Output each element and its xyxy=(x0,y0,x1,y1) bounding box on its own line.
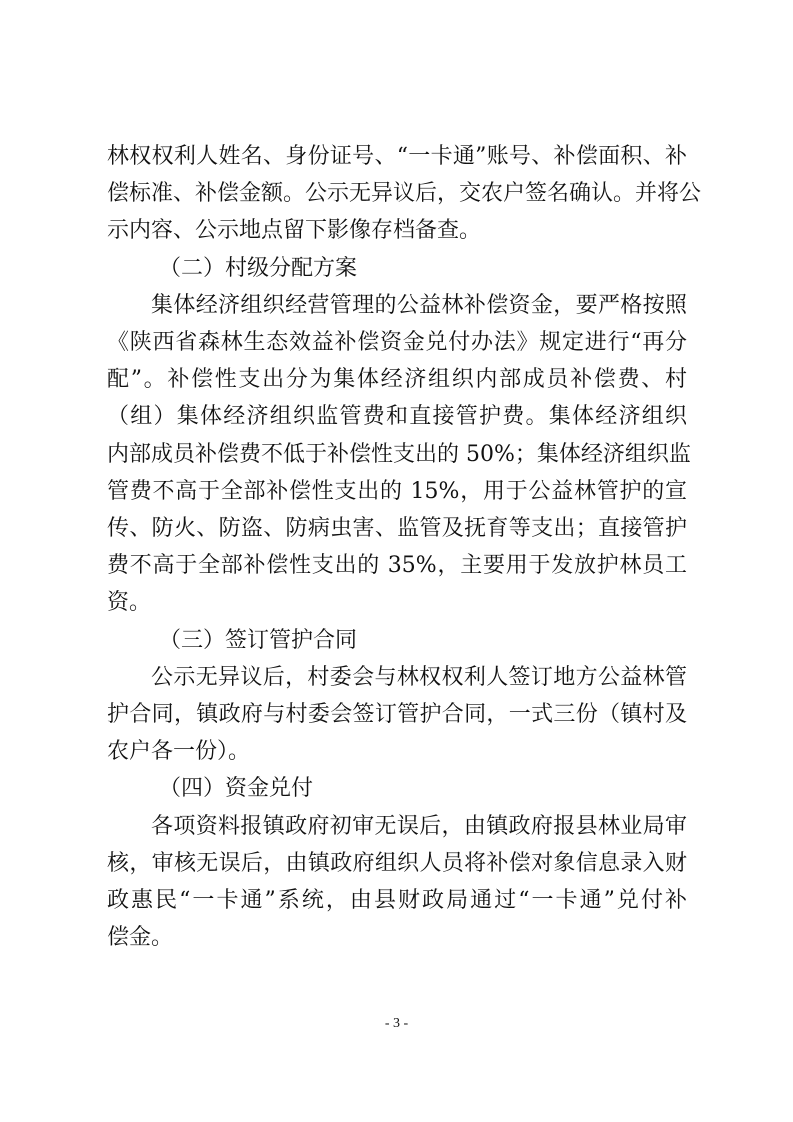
section-heading: （二）村级分配方案 xyxy=(159,255,358,281)
paragraph-line: 偿金。 xyxy=(107,925,174,951)
paragraph-line: 集体经济组织经营管理的公益林补偿资金，要严格按照 xyxy=(151,292,687,318)
paragraph-line: 公示无异议后，村委会与林权权利人签订地方公益林管 xyxy=(151,664,687,690)
page-number: - 3 - xyxy=(384,1016,409,1031)
section-heading: （三）签订管护合同 xyxy=(159,627,358,653)
paragraph-line: 护合同，镇政府与村委会签订管护合同，一式三份（镇村及 xyxy=(107,702,687,727)
paragraph-line: （组）集体经济组织监管费和直接管护费。集体经济组织 xyxy=(107,404,687,430)
paragraph-line: 农户各一份）。 xyxy=(107,739,251,765)
paragraph-line: 费不高于全部补偿性支出的 35%，主要用于发放护林员工 xyxy=(107,553,687,579)
paragraph-line: 管费不高于全部补偿性支出的 15%，用于公益林管护的宣 xyxy=(107,478,687,504)
paragraph-line: 各项资料报镇政府初审无误后，由镇政府报县林业局审 xyxy=(151,813,687,839)
paragraph-line: 政惠民“一卡通”系统，由县财政局通过“一卡通”兑付补 xyxy=(107,888,687,913)
paragraph-line: 偿标准、补偿金额。公示无异议后，交农户签名确认。并将公 xyxy=(107,181,702,207)
paragraph-line: 核，审核无误后，由镇政府组织人员将补偿对象信息录入财 xyxy=(107,850,687,876)
paragraph-line: 内部成员补偿费不低于补偿性支出的 50%；集体经济组织监 xyxy=(107,441,691,467)
paragraph-line: 配”。补偿性支出分为集体经济组织内部成员补偿费、村 xyxy=(107,367,687,393)
paragraph-line: 《陕西省森林生态效益补偿资金兑付办法》规定进行“再分 xyxy=(107,330,687,355)
paragraph-line: 传、防火、防盗、防病虫害、监管及抚育等支出；直接管护 xyxy=(107,516,687,541)
paragraph-line: 资。 xyxy=(107,590,152,616)
paragraph-line: 示内容、公示地点留下影像存档备查。 xyxy=(107,218,482,244)
section-heading: （四）资金兑付 xyxy=(159,776,314,802)
paragraph-line: 林权权利人姓名、身份证号、“一卡通”账号、补偿面积、补 xyxy=(107,144,687,169)
